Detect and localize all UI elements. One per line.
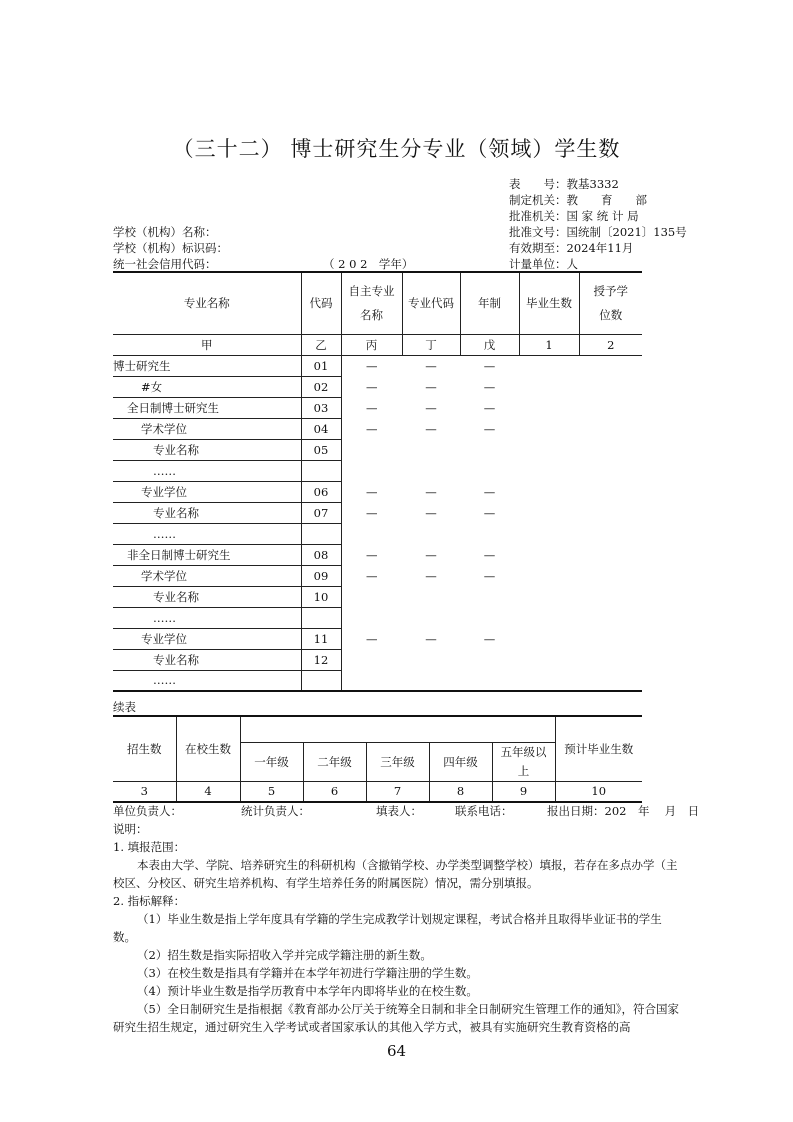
row-code: 01 — [301, 355, 341, 376]
not-applicable-dash: — — [425, 568, 437, 583]
not-applicable-dash: — — [366, 505, 378, 520]
not-applicable-dash: — — [483, 421, 496, 436]
table-row — [113, 586, 642, 607]
column-letter: 丙 — [341, 334, 402, 355]
empty-cell — [519, 397, 579, 418]
school-year: （ 2 0 2 学年） — [323, 257, 414, 271]
grade-group-header — [240, 716, 555, 742]
empty-cell — [579, 586, 642, 607]
note-1-body: 本表由大学、学院、培养研究生的科研机构（含撤销学校、办学类型调整学校）填报，若存在多点办学（主校区、分校区、研究生培养机构、有学生培养任务的附属医院）情况，需分别填报。 — [113, 858, 678, 890]
header-years: 年制 — [460, 272, 519, 334]
table-row — [113, 439, 642, 460]
page-title: （三十二） 博士研究生分专业（领域）学生数 — [172, 137, 621, 161]
row-code: 03 — [301, 397, 341, 418]
col-number: 7 — [366, 781, 429, 802]
not-applicable-dash: — — [366, 421, 378, 436]
empty-cell — [579, 544, 642, 565]
empty-cell — [519, 670, 579, 691]
col-number: 8 — [429, 781, 492, 802]
column-letter: 丁 — [402, 334, 460, 355]
major-table — [113, 271, 642, 692]
empty-cell — [460, 649, 519, 670]
empty-cell — [519, 481, 579, 502]
not-applicable-dash: — — [483, 547, 496, 562]
empty-cell — [402, 670, 460, 691]
not-applicable-dash: — — [483, 358, 496, 373]
empty-cell — [519, 418, 579, 439]
empty-cell — [579, 628, 642, 649]
col-number: 9 — [492, 781, 555, 802]
row-name: #女 — [113, 376, 301, 397]
phone-label: 联系电话： — [455, 804, 513, 818]
col-number: 10 — [555, 781, 642, 802]
not-applicable-dash: — — [425, 547, 437, 562]
grade-1-header: 一年级 — [240, 742, 303, 781]
row-code: 05 — [301, 439, 341, 460]
empty-cell — [402, 607, 460, 628]
row-code: 04 — [301, 418, 341, 439]
empty-cell — [460, 607, 519, 628]
header-graduates: 毕业生数 — [519, 272, 579, 334]
row-name: 专业名称 — [113, 502, 301, 523]
credit-code-label: 统一社会信用代码： — [113, 257, 217, 271]
row-name: 专业名称 — [113, 649, 301, 670]
empty-cell — [402, 439, 460, 460]
stat-head-label: 统计负责人： — [241, 804, 310, 818]
unit-head-label: 单位负责人： — [113, 804, 182, 818]
note-item: （4）预计毕业生数是指学历教育中本学年内即将毕业的在校生数。 — [137, 984, 478, 998]
table-number: 表 号：教基3332 — [509, 177, 619, 191]
table-row — [113, 481, 642, 502]
empty-cell — [341, 586, 402, 607]
expected-graduates-header: 预计毕业生数 — [555, 716, 642, 781]
not-applicable-dash: — — [483, 631, 496, 646]
row-code — [301, 670, 341, 691]
empty-cell — [519, 628, 579, 649]
row-name: 专业学位 — [113, 628, 301, 649]
not-applicable-dash: — — [483, 505, 496, 520]
table-row — [113, 649, 642, 670]
notes-label: 说明： — [113, 822, 148, 836]
table-row — [113, 418, 642, 439]
header-major-name: 专业名称 — [113, 272, 301, 334]
col-number: 6 — [303, 781, 366, 802]
row-name: …… — [113, 607, 301, 628]
empty-cell — [460, 586, 519, 607]
page-number: 64 — [386, 1042, 407, 1060]
row-code — [301, 460, 341, 481]
row-name: …… — [113, 460, 301, 481]
not-applicable-dash: — — [425, 505, 437, 520]
empty-cell — [519, 649, 579, 670]
not-applicable-dash: — — [366, 631, 378, 646]
approving-authority: 批准机关：国 家 统 计 局 — [509, 209, 639, 223]
issuing-authority: 制定机关：教 育 部 — [509, 193, 647, 207]
empty-cell — [579, 460, 642, 481]
row-name: 专业名称 — [113, 586, 301, 607]
col-number: 3 — [113, 781, 176, 802]
row-code: 11 — [301, 628, 341, 649]
row-name: 专业名称 — [113, 439, 301, 460]
table-row — [113, 397, 642, 418]
empty-cell — [341, 670, 402, 691]
empty-cell — [402, 523, 460, 544]
table-row — [113, 544, 642, 565]
col-number: 4 — [176, 781, 240, 802]
not-applicable-dash: — — [483, 484, 496, 499]
note-1-title: 1. 填报范围： — [113, 840, 186, 854]
not-applicable-dash: — — [425, 421, 437, 436]
table-row — [113, 670, 642, 691]
header-custom-name: 自主专业名称 — [341, 272, 402, 334]
not-applicable-dash: — — [483, 400, 496, 415]
empty-cell — [519, 544, 579, 565]
not-applicable-dash: — — [366, 358, 378, 373]
report-date-label: 报出日期：202 年 月 日 — [547, 804, 700, 818]
empty-cell — [341, 607, 402, 628]
empty-cell — [460, 523, 519, 544]
row-code: 10 — [301, 586, 341, 607]
header-degrees: 授予学位数 — [579, 272, 642, 334]
empty-cell — [579, 481, 642, 502]
grade-4-header: 四年级 — [429, 742, 492, 781]
empty-cell — [579, 439, 642, 460]
not-applicable-dash: — — [366, 484, 378, 499]
empty-cell — [519, 565, 579, 586]
empty-cell — [402, 649, 460, 670]
valid-until: 有效期至：2024年11月 — [509, 241, 634, 255]
empty-cell — [579, 418, 642, 439]
row-code: 06 — [301, 481, 341, 502]
header-major-code: 专业代码 — [402, 272, 460, 334]
empty-cell — [579, 523, 642, 544]
column-letter: 乙 — [301, 334, 341, 355]
row-code: 02 — [301, 376, 341, 397]
empty-cell — [519, 502, 579, 523]
row-name: 学术学位 — [113, 565, 301, 586]
note-item: （1）毕业生数是指上学年度具有学籍的学生完成教学计划规定课程，考试合格并且取得毕业证书的学生数。 — [113, 912, 662, 944]
grade-5-header: 五年级以上 — [492, 742, 555, 781]
empty-cell — [460, 439, 519, 460]
table-row — [113, 523, 642, 544]
col-number: 5 — [240, 781, 303, 802]
empty-cell — [579, 649, 642, 670]
row-name: 全日制博士研究生 — [113, 397, 301, 418]
row-name: …… — [113, 670, 301, 691]
empty-cell — [579, 607, 642, 628]
row-name: 博士研究生 — [113, 355, 301, 376]
empty-cell — [579, 502, 642, 523]
column-letter: 戊 — [460, 334, 519, 355]
row-name: …… — [113, 523, 301, 544]
note-item: （5）全日制研究生是指根据《教育部办公厅关于统筹全日制和非全日制研究生管理工作的通知》，符合国家研究生招生规定，通过研究生入学考试或者国家承认的其他入学方式，被具有实施研究生教育资格的高 — [113, 1002, 680, 1034]
not-applicable-dash: — — [425, 379, 437, 394]
row-code: 08 — [301, 544, 341, 565]
unit-of-measure: 计量单位：人 — [509, 257, 578, 271]
row-code: 07 — [301, 502, 341, 523]
empty-cell — [402, 460, 460, 481]
school-code-label: 学校（机构）标识码： — [113, 241, 228, 255]
table-row — [113, 376, 642, 397]
not-applicable-dash: — — [425, 358, 437, 373]
row-code: 09 — [301, 565, 341, 586]
row-code — [301, 607, 341, 628]
row-name: 非全日制博士研究生 — [113, 544, 301, 565]
column-letter: 1 — [519, 334, 579, 355]
table-row — [113, 460, 642, 481]
not-applicable-dash: — — [483, 379, 496, 394]
empty-cell — [341, 523, 402, 544]
empty-cell — [519, 376, 579, 397]
empty-cell — [519, 523, 579, 544]
approval-document: 批准文号：国统制〔2021〕135号 — [509, 225, 687, 239]
not-applicable-dash: — — [483, 568, 496, 583]
empty-cell — [579, 376, 642, 397]
school-name-label: 学校（机构）名称： — [113, 225, 217, 239]
empty-cell — [519, 586, 579, 607]
enroll-header: 招生数 — [113, 716, 176, 781]
filler-label: 填表人： — [376, 804, 422, 818]
not-applicable-dash: — — [366, 400, 378, 415]
empty-cell — [519, 439, 579, 460]
row-name: 专业学位 — [113, 481, 301, 502]
table-row — [113, 502, 642, 523]
row-name: 学术学位 — [113, 418, 301, 439]
row-code: 12 — [301, 649, 341, 670]
empty-cell — [579, 670, 642, 691]
not-applicable-dash: — — [425, 400, 437, 415]
note-item: （2）招生数是指实际招收入学并完成学籍注册的新生数。 — [137, 948, 432, 962]
empty-cell — [519, 460, 579, 481]
not-applicable-dash: — — [366, 568, 378, 583]
in-school-header: 在校生数 — [176, 716, 240, 781]
not-applicable-dash: — — [366, 547, 378, 562]
grade-3-header: 三年级 — [366, 742, 429, 781]
note-2-title: 2. 指标解释： — [113, 894, 186, 908]
note-item: （3）在校生数是指具有学籍并在本学年初进行学籍注册的学生数。 — [137, 966, 478, 980]
empty-cell — [402, 586, 460, 607]
empty-cell — [579, 565, 642, 586]
empty-cell — [341, 649, 402, 670]
empty-cell — [341, 439, 402, 460]
empty-cell — [579, 355, 642, 376]
table-row — [113, 355, 642, 376]
continued-label: 续表 — [113, 700, 136, 714]
empty-cell — [519, 607, 579, 628]
empty-cell — [460, 670, 519, 691]
header-code: 代码 — [301, 272, 341, 334]
column-letter: 甲 — [113, 334, 301, 355]
empty-cell — [579, 397, 642, 418]
row-code — [301, 523, 341, 544]
column-letter: 2 — [579, 334, 642, 355]
empty-cell — [341, 460, 402, 481]
not-applicable-dash: — — [425, 631, 437, 646]
empty-cell — [519, 355, 579, 376]
table-row — [113, 628, 642, 649]
table-row — [113, 565, 642, 586]
table-row — [113, 607, 642, 628]
empty-cell — [460, 460, 519, 481]
grade-2-header: 二年级 — [303, 742, 366, 781]
continued-table — [113, 715, 642, 803]
not-applicable-dash: — — [425, 484, 437, 499]
not-applicable-dash: — — [366, 379, 378, 394]
